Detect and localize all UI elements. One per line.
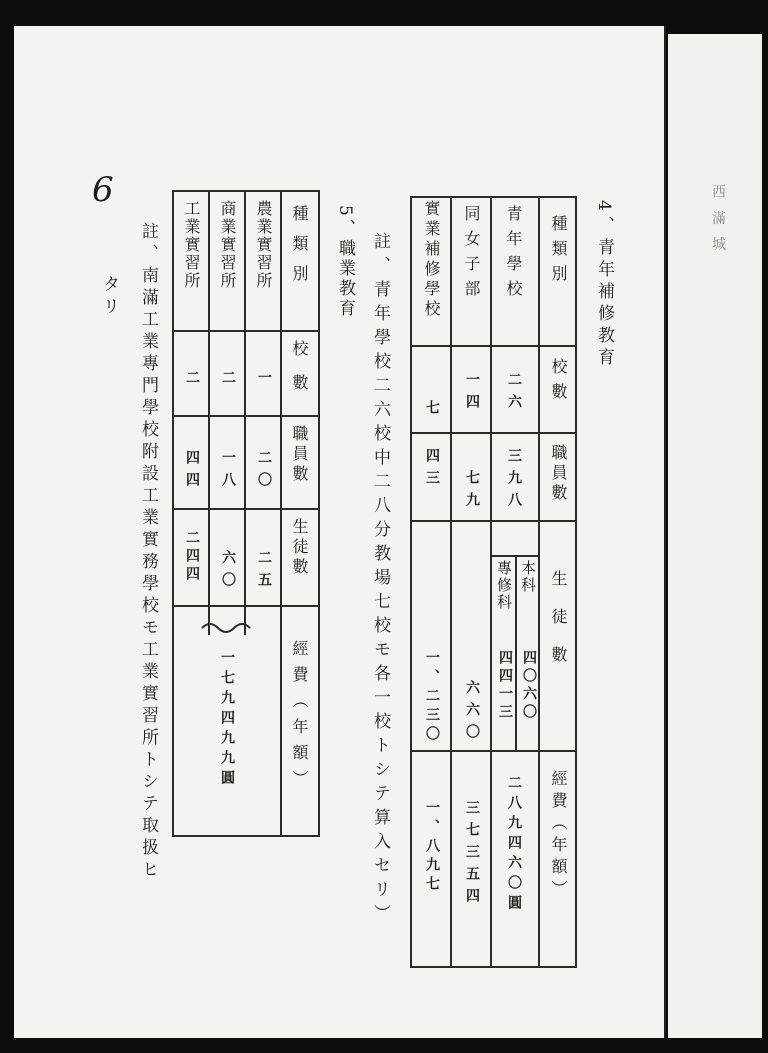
s5-row2-staff: 一八: [220, 450, 236, 494]
s5-header-staff: 職員數: [290, 425, 309, 485]
s4-row1-main: 四〇六〇: [521, 650, 537, 722]
adjacent-page-edge: [668, 34, 762, 1038]
s4-row3-students: 一、二三〇: [424, 650, 440, 745]
s4-row3-kind: 實業補修學校: [422, 200, 441, 320]
s4-header-schools: 校數: [549, 358, 568, 408]
s5-cost-total: 一七九四九九圓: [219, 650, 235, 790]
s4-row1-schools: 二六: [506, 372, 522, 416]
s4-row2-staff: 七九: [464, 470, 480, 514]
s5-row2-kind: 商業實習所: [218, 200, 237, 290]
s4-header-students: 生徒數: [549, 570, 568, 684]
section5-note-line2: タリ: [99, 275, 119, 319]
section4-note: 註、青年學校二六校中二八分教場七校モ各一校トシテ算入セリ）: [370, 232, 390, 928]
s4-row3-cost: 一、八九七: [424, 800, 440, 895]
s5-header-students: 生徒數: [290, 518, 309, 578]
s4-row3-schools: 七: [424, 400, 440, 422]
s4-row1-staff: 三九八: [506, 448, 522, 514]
s5-header-kind: 種類別: [290, 205, 309, 295]
s4-row2-cost: 三七三五四: [464, 800, 480, 910]
s4-sub-main: 本科: [519, 560, 537, 594]
s4-row1-special: 四四一三: [497, 650, 513, 722]
s4-row1-cost: 二八九四六〇圓: [506, 775, 522, 915]
s5-header-schools: 校數: [290, 340, 309, 408]
s5-row3-schools: 二: [184, 370, 200, 392]
s5-row3-students: 二四四: [184, 530, 200, 584]
brace-mark: [200, 618, 260, 638]
s4-row1-kind: 青年學校: [504, 205, 523, 305]
page-number: 6: [92, 170, 114, 210]
s5-row3-staff: 四四: [184, 450, 200, 494]
s5-row2-students: 六〇: [220, 550, 236, 594]
s4-header-cost: 經費（年額）: [549, 770, 568, 902]
s4-row2-students: 六六〇: [464, 680, 480, 746]
s5-row3-kind: 工業實習所: [182, 200, 201, 290]
s4-row2-schools: 一四: [464, 372, 480, 416]
s5-row2-schools: 二: [220, 370, 236, 392]
section5-note-line1: 註、南滿工業專門學校附設工業實務學校モ工業實習所トシテ取扱ヒ: [138, 222, 158, 882]
s4-header-kind: 種類別: [549, 215, 568, 290]
section5-heading: 5、職業教育: [335, 205, 355, 319]
s5-header-cost: 經費（年額）: [290, 640, 309, 796]
bleed-text: 西 滿 城: [710, 184, 726, 255]
s4-row2-kind: 同女子部: [462, 205, 481, 305]
s4-row3-staff: 四三: [424, 448, 440, 492]
section4-heading: 4、青年補修教育: [594, 200, 614, 370]
s5-row1-kind: 農業實習所: [254, 200, 273, 290]
s5-row1-staff: 二〇: [256, 450, 272, 494]
s5-row1-schools: 一: [256, 370, 272, 392]
s4-header-staff: 職員數: [549, 444, 568, 504]
s4-sub-special: 專修科: [495, 560, 513, 611]
s5-row1-students: 二五: [256, 550, 272, 594]
